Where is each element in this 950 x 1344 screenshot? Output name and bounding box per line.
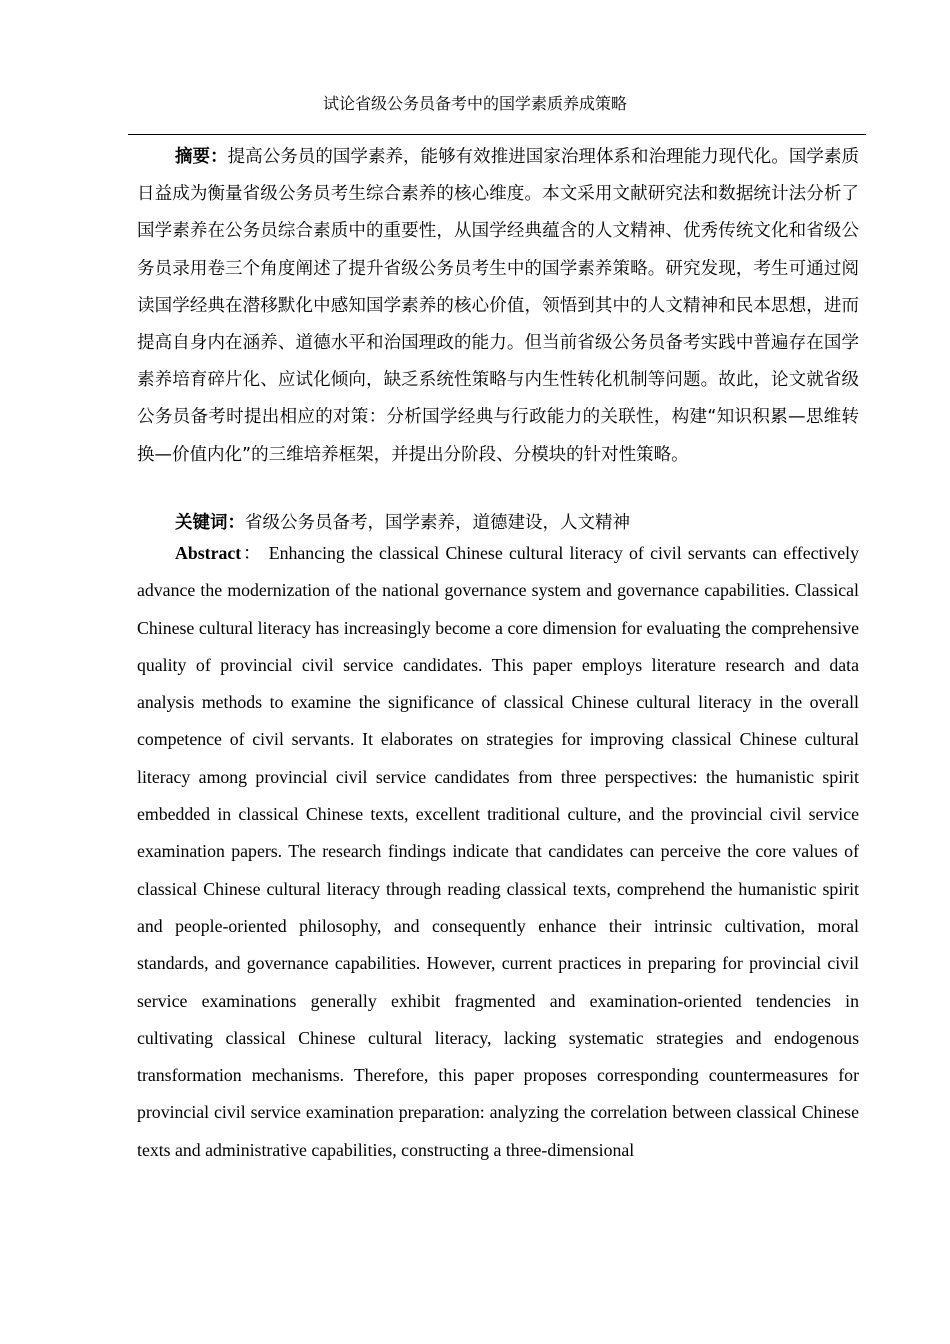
- english-abstract-separator: ：: [241, 543, 263, 563]
- chinese-keywords: [137, 510, 859, 536]
- chinese-abstract-label: 摘要：: [175, 147, 228, 167]
- running-header-title: 试论省级公务员备考中的国学素质养成策略: [322, 94, 627, 113]
- keywords-text: 省级公务员备考，国学素养，道德建设，人文精神: [245, 513, 630, 533]
- chinese-abstract: [137, 139, 859, 474]
- keywords-label: 关键词：: [175, 513, 245, 533]
- chinese-abstract-text: 提高公务员的国学素养，能够有效推进国家治理体系和治理能力现代化。国学素质日益成为衡量省级公务员考生综合素养的核心维度。本文采用文献研究法和数据统计法分析了国学素养在公务员综合素质中的重要性，从国学经典蕴含的人文精神、优秀传统文化和省级公务员录用卷三个角度阐述了提升省级公务员考生中的国学素养策略。研究发现，考生可通过阅读国学经典在潜移默化中感知国学素养的核心价值，领悟到其中的人文精神和民本思想，进而提高自身内在涵养、道德水平和治国理政的能力。但当前省级公务员备考实践中普遍存在国学素养培育碎片化、应试化倾向，缺乏系统性策略与内生性转化机制等问题。故此，论文就省级公务员备考时提出相应的对策：分析国学经典与行政能力的关联性，构建“知识积累—思维转换—价值内化”的三维培养框架，并提出分阶段、分模块的针对性策略。: [137, 147, 860, 465]
- english-abstract: [137, 535, 859, 1169]
- english-abstract-label: Abstract: [175, 543, 242, 563]
- english-abstract-text: Enhancing the classical Chinese cultural literacy of civil servants can effectively advance the modernization of the national governance system and governance capabilities. Classical Chinese cultural literacy has increasingly become a core dimension for evaluating the comprehensive quality of provincial civil service candidates. This paper employs literature research and data analysis methods to examine the significance of classical Chinese cultural literacy in the overall competence of civil servants. It elaborates on strategies for improving classical Chinese cultural literacy among provincial civil service candidates from three perspectives: the humanistic spirit embedded in classical Chinese texts, excellent traditional culture, and the provincial civil service examination papers. The research findings indicate that candidates can perceive the core values of classical Chinese cultural literacy through reading classical texts, comprehend the humanistic spirit and people-oriented philosophy, and consequently enhance their intrinsic cultivation, moral standards, and governance capabilities. However, current practices in preparing for provincial civil service examinations generally exhibit fragmented and examination-oriented tendencies in cultivating classical Chinese cultural literacy, lacking systematic strategies and endogenous transformation mechanisms. Therefore, this paper proposes corresponding countermeasures for provincial civil service examination preparation: analyzing the correlation between classical Chinese texts and administrative capabilities, constructing a three-dimensional: [137, 543, 859, 1160]
- header-divider: [128, 134, 866, 135]
